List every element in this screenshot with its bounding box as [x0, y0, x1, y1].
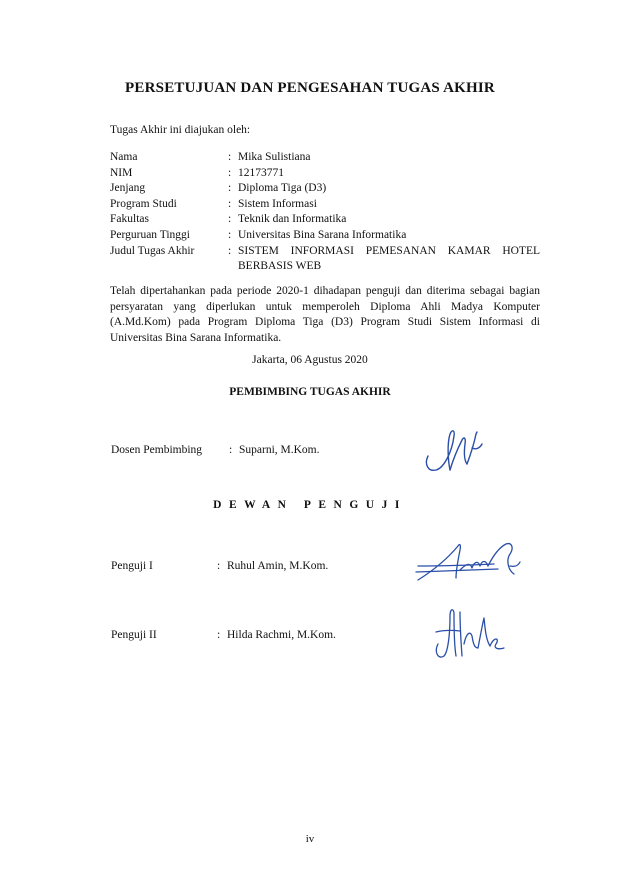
examiner-1-signature	[414, 540, 526, 585]
info-label: Judul Tugas Akhir	[110, 244, 195, 257]
page-title: PERSETUJUAN DAN PENGESAHAN TUGAS AKHIR	[125, 80, 495, 96]
examiner-colon: :	[217, 560, 221, 572]
student-info-table	[110, 150, 540, 275]
approval-paragraph: Telah dipertahankan pada periode 2020-1 dihadapan penguji dan diterima sebagai bagian persyaratan yang diperlukan untuk memperoleh Diploma Ahli Madya Komputer (A.Md.Kom) pada Program Diploma Tiga (D3) Program Studi Sistem Informasi di Universitas Bina Sarana Informatika.	[110, 285, 540, 344]
info-row-study-program	[110, 197, 540, 213]
date-line: Jakarta, 06 Agustus 2020	[252, 354, 368, 366]
info-value: 12173771	[238, 166, 284, 179]
examiner-row-1	[111, 560, 328, 572]
examiner-colon: :	[217, 629, 221, 641]
info-label: Fakultas	[110, 213, 149, 226]
supervisor-heading: PEMBIMBING TUGAS AKHIR	[229, 386, 391, 398]
info-colon: :	[228, 151, 232, 163]
intro-text: Tugas Akhir ini diajukan oleh:	[110, 124, 251, 136]
supervisor-signature	[422, 426, 494, 476]
info-label: Jenjang	[110, 182, 146, 195]
board-heading: DEWAN PENGUJI	[213, 499, 407, 511]
page-number: iv	[305, 833, 315, 845]
info-value: Mika Sulistiana	[238, 151, 311, 163]
supervisor-value: Suparni, M.Kom.	[239, 444, 320, 456]
info-colon: :	[228, 197, 232, 210]
examiner-value: Ruhul Amin, M.Kom.	[227, 560, 329, 572]
info-label: NIM	[110, 166, 133, 179]
info-value: Diploma Tiga (D3)	[238, 182, 327, 195]
info-label: Program Studi	[110, 197, 177, 210]
info-row-name	[110, 150, 540, 166]
info-row-thesis-title	[110, 244, 540, 275]
supervisor-colon: :	[229, 444, 233, 456]
info-colon: :	[228, 213, 232, 226]
info-colon: :	[228, 244, 232, 257]
info-colon: :	[228, 182, 232, 195]
examiner-row-2	[111, 629, 336, 641]
supervisor-label: Dosen Pembimbing	[111, 444, 203, 456]
info-value: SISTEM INFORMASI PEMESANAN KAMAR HOTEL BERBASIS WEB	[238, 244, 540, 273]
info-value: Teknik dan Informatika	[238, 213, 347, 226]
examiner-value: Hilda Rachmi, M.Kom.	[227, 629, 336, 641]
info-label: Nama	[110, 151, 138, 163]
supervisor-row	[111, 444, 320, 456]
examiner-label: Penguji I	[111, 560, 153, 572]
info-row-nim	[110, 166, 540, 182]
examiner-label: Penguji II	[111, 629, 157, 641]
info-row-faculty	[110, 212, 540, 228]
info-value: Sistem Informasi	[238, 197, 317, 210]
examiner-2-signature	[430, 604, 510, 664]
info-row-level	[110, 181, 540, 197]
info-colon: :	[228, 166, 232, 179]
info-row-university	[110, 228, 540, 244]
info-colon: :	[228, 228, 232, 241]
info-value: Universitas Bina Sarana Informatika	[238, 228, 407, 241]
info-label: Perguruan Tinggi	[110, 228, 190, 241]
